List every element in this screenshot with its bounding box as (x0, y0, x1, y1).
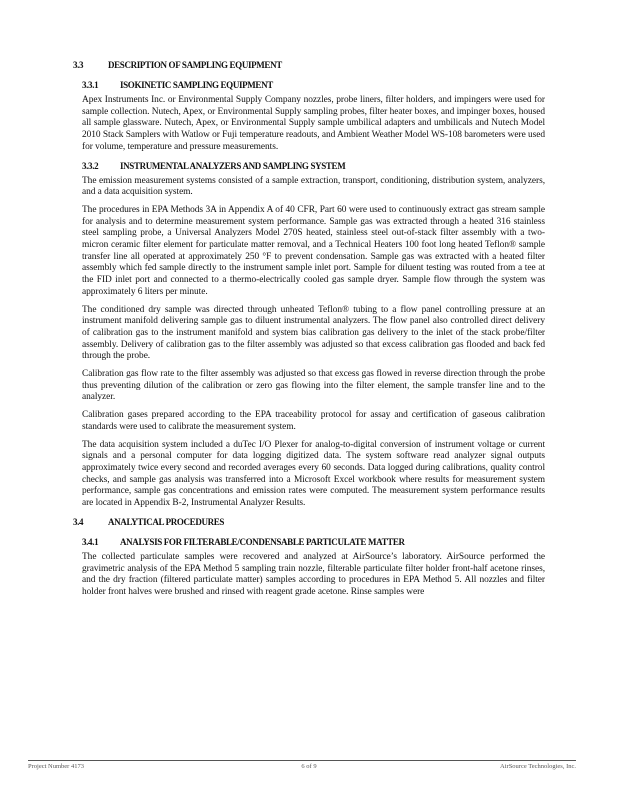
footer-project-number: Project Number 4173 (28, 763, 84, 770)
subsection-title: ANALYSIS FOR FILTERABLE/CONDENSABLE PARTICULATE MATTER (120, 536, 405, 547)
section-heading (73, 59, 545, 72)
paragraph: Calibration gas flow rate to the filter assembly was adjusted so that excess gas flowed in reverse direction through the probe thus preventing dilution of the calibration or zero gas flowing into the filter element, the sample transfer line and to the analyzer. (82, 369, 545, 403)
subsection-title: INSTRUMENTAL ANALYZERS AND SAMPLING SYSTEM (120, 160, 346, 171)
paragraph: Calibration gases prepared according to the EPA traceability protocol for assay and certification of gaseous calibration standards were used to calibrate the measurement system. (82, 410, 545, 432)
subsection-number: 3.3.2 (82, 160, 99, 171)
section-title: DESCRIPTION OF SAMPLING EQUIPMENT (108, 60, 282, 70)
paragraph: The conditioned dry sample was directed through unheated Teflon® tubing to a flow panel controlling pressure at an instrument manifold delivering sample gas to diluent instrumental analyzers. The flow panel also controlled direct delivery of calibration gas to the instrument manifold and system bias calibration gas delivery to the inlet of the stack probe/filter assembly. Delivery of calibration gas to the filter assembly was adjusted so that excess calibration gas flooded and back fed through the probe. (82, 304, 545, 362)
paragraph: The collected particulate samples were recovered and analyzed at AirSource’s laboratory. AirSource performed the gravimetric analysis of the EPA Method 5 sampling train nozzle, filterable particulate filter holder front-half acetone rinses, and the dry fraction (filtered particulate matter) samples according to procedures in EPA Method 5. All nozzles and filter holder front halves were brushed and rinsed with reagent grade acetone. Rinse samples were (82, 551, 545, 597)
section-number: 3.4 (73, 516, 84, 527)
paragraph: The data acquisition system included a duTec I/O Plexer for analog-to-digital conversion of instrument voltage or current signals and a personal computer for data logging digitized data. The system software read analyzer signal outputs approximately twice every second and recorded averages every 60 seconds. Data logged during calibrations, quality control checks, and sample gas analysis was transferred into a Microsoft Excel workbook where results for measurement system performance, sample gas concentrations and emission rates were computed. The measurement system performance results are located in Appendix B-2, Instrumental Analyzer Results. (82, 439, 545, 509)
subsection-number: 3.4.1 (82, 536, 99, 547)
paragraph: Apex Instruments Inc. or Environmental Supply Company nozzles, probe liners, filter holders, and impingers were used for sample collection. Nutech, Apex, or Environmental Supply sampling probes, filter heater boxes, and impinger boxes, housed all sample glassware. Nutech, Apex, or Environmental Supply sample umbilical adapters and umbilicals and Nutech Model 2010 Stack Samplers with Watlow or Fuji temperature readouts, and Ambient Weather Model WS-108 barometers were used for volume, temperature and pressure measurements. (82, 95, 545, 152)
section-title: ANALYTICAL PROCEDURES (108, 516, 225, 527)
section-number: 3.3 (73, 60, 84, 70)
subsection-number: 3.3.1 (82, 80, 99, 90)
paragraph: The procedures in EPA Methods 3A in Appendix A of 40 CFR, Part 60 were used to continuously extract gas stream sample for analysis and to determine measurement system performance. Sample gas was extracted through a heated 316 stainless steel sampling probe, a Universal Analyzers Model 270S heated, stainless steel out-of-stack filter assembly with a two-micron ceramic filter element for particulate matter removal, and a Technical Heaters 100 foot long heated Teflon® sample transfer line all operated at approximately 250 °F to prevent condensation. Sample gas was extracted with a heated filter assembly which fed sample directly to the instrument sample inlet port. Sample for diluent testing was routed from a tee at the FID inlet port and connected to a thermo-electrically cooled gas sample dryer. Sample flow through the system was approximately 6 liters per minute. (82, 204, 545, 297)
subsection-heading (82, 160, 545, 173)
subsection-heading (82, 536, 545, 549)
paragraph: The emission measurement systems consisted of a sample extraction, transport, conditioning, distribution system, analyzers, and a data acquisition system. (82, 175, 545, 198)
footer-page-number: 6 of 9 (301, 763, 317, 770)
footer-company: AirSource Technologies, Inc. (500, 763, 576, 770)
page-content (73, 57, 545, 605)
subsection-heading (82, 79, 545, 92)
footer-divider (28, 760, 576, 761)
subsection-title: ISOKINETIC SAMPLING EQUIPMENT (120, 80, 273, 90)
section-heading (73, 516, 545, 529)
